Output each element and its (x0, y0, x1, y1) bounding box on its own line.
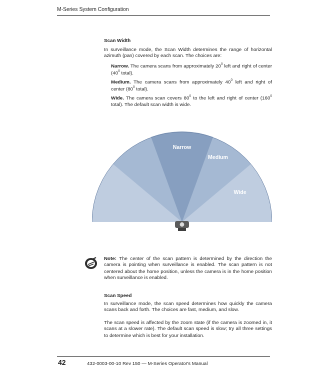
scan-speed-paragraph-2: The scan speed is affected by the zoom state (if the camera is zoomed in, it scans at a slower rate). The default scan speed is slow; try all three settings to determine which is best for your installation. (104, 321, 272, 339)
scan-width-intro: In surveillance mode, the Scan Width determines the range of horizontal azimuth (pan) covered by each scan. The choices are: (104, 48, 272, 60)
scan-speed-paragraph-1: In surveillance mode, the scan speed determines how quickly the camera scans back and forth. The choices are fast, medium, and slow. (104, 302, 272, 314)
note-label: Note: (104, 257, 117, 262)
footer-text: 432-0003-00-10 Rev 150 — M-Series Operator's Manual (87, 361, 208, 367)
footer-rule (57, 356, 270, 357)
narrow-label: Narrow (172, 145, 192, 151)
note-paragraph (104, 257, 272, 283)
note-icon (84, 256, 98, 270)
note-text: The center of the scan pattern is determined by the direction the camera is pointing when surveillance is enabled. The scan pattern is not centered about the home position, unless the camera is in the home position when surveillance is enabled. (104, 257, 272, 282)
page-number: 42 (58, 360, 66, 367)
option-name: Medium. (111, 80, 131, 86)
scan-width-option-wide: Wide. The camera scan covers $80^0$ to the left and right of center ($160^0$ total). The default scan width is wide. (111, 94, 272, 109)
scan-width-diagram (92, 118, 272, 232)
option-name: Narrow. (111, 64, 130, 70)
wide-label: Wide (233, 190, 247, 196)
camera-icon (175, 221, 189, 231)
header-rule (57, 15, 270, 16)
medium-label: Medium (207, 155, 229, 161)
scan-width-option-narrow: Narrow. The camera scans from approximately $20^0$ left and right of center ($40^0$ total). (111, 62, 272, 77)
option-name: Wide. (111, 96, 124, 102)
scan-width-heading: Scan Width (104, 39, 131, 44)
running-header: M-Series System Configuration (57, 7, 129, 13)
scan-width-option-medium: Medium. The camera scans from approximately $40^0$ left and right of center ($80^0$ total). (111, 78, 272, 93)
scan-speed-heading: Scan Speed (104, 294, 132, 299)
